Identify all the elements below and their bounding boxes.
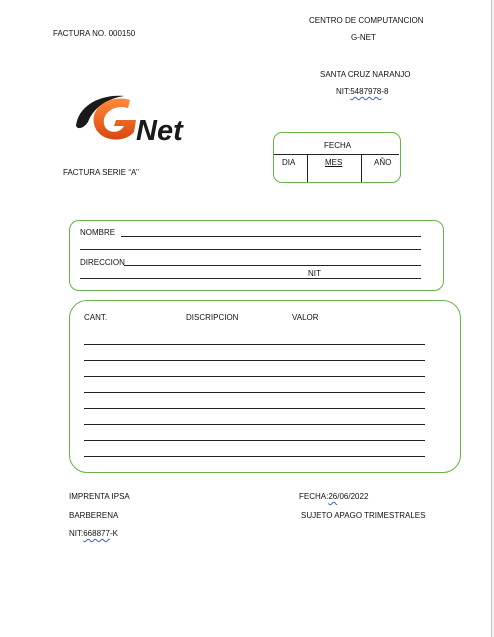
invoice-series: FACTURA SERIE “A’’ — [63, 168, 140, 177]
items-box — [69, 300, 461, 473]
client-name-line[interactable] — [121, 236, 421, 237]
company-nit — [336, 87, 389, 97]
item-line-2[interactable] — [84, 360, 425, 361]
client-box — [69, 220, 444, 291]
print-date — [299, 492, 368, 502]
date-year-label: AÑO — [374, 158, 392, 167]
item-line-8[interactable] — [84, 456, 425, 457]
item-line-1[interactable] — [84, 344, 425, 345]
item-line-3[interactable] — [84, 376, 425, 377]
company-nit-label: NIT: — [336, 87, 351, 96]
invoice-number: FACTURA NO. 000150 — [53, 29, 136, 38]
gnet-logo — [72, 92, 206, 146]
client-nit-line[interactable] — [80, 278, 421, 279]
client-address-line[interactable] — [124, 265, 421, 266]
item-line-7[interactable] — [84, 440, 425, 441]
date-col-divider-1 — [307, 154, 308, 182]
date-col-divider-2 — [361, 154, 362, 182]
tax-note: SUJETO APAGO TRIMESTRALES — [301, 511, 426, 520]
date-month-label: MES — [325, 158, 343, 167]
company-location: SANTA CRUZ NARANJO — [320, 70, 411, 79]
item-line-5[interactable] — [84, 408, 425, 409]
printer-city: BARBERENA — [69, 511, 119, 520]
item-line-6[interactable] — [84, 424, 425, 425]
company-name: CENTRO DE COMPUTANCION — [309, 16, 424, 25]
printer-nit-value: 668877 — [83, 529, 110, 538]
client-name-line-2[interactable] — [80, 249, 421, 250]
print-date-rest: /06/2022 — [337, 492, 369, 501]
item-line-4[interactable] — [84, 392, 425, 393]
printer-nit-suffix: -K — [109, 529, 118, 538]
company-short-name: G-NET — [351, 33, 376, 42]
date-day-label: DIA — [282, 158, 296, 167]
client-name-label: NOMBRE — [80, 228, 116, 237]
printer-nit — [69, 529, 118, 539]
company-nit-value: 5487978 — [350, 87, 382, 96]
date-title: FECHA — [324, 141, 352, 150]
client-nit-label: NIT — [308, 269, 321, 278]
client-address-label: DIRECCION — [80, 258, 125, 267]
print-date-label: FECHA: — [299, 492, 329, 501]
logo-wordmark: Net — [136, 115, 183, 146]
col-value-header: VALOR — [292, 313, 319, 322]
col-desc-header: DISCRIPCION — [186, 313, 239, 322]
company-nit-suffix: -8 — [381, 87, 389, 96]
print-date-day: 26 — [328, 492, 338, 501]
printer-name: IMPRENTA IPSA — [69, 492, 130, 501]
date-box-divider — [274, 154, 399, 155]
printer-nit-label: NIT: — [69, 529, 84, 538]
col-qty-header: CANT. — [84, 313, 108, 322]
